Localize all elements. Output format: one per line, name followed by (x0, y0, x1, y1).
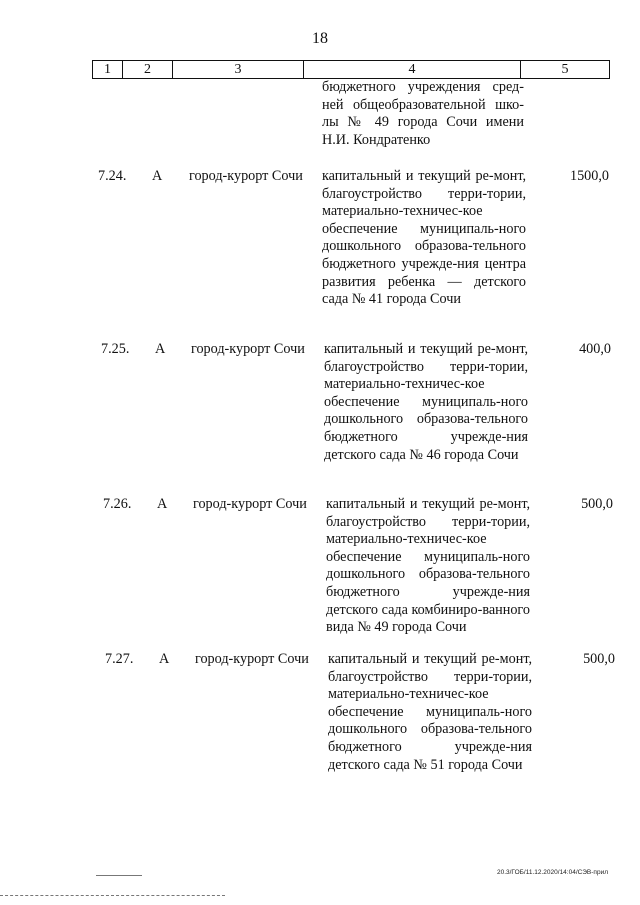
row-description: капитальный и текущий ре-монт, благоустройство терри-тории, материально-техничес-кое обеспечение муниципаль-ного дошкольного образова-тельного бюджетного учрежде-ния детского сада комбиниро-ванного вида № 49 города Сочи (326, 496, 530, 636)
column-header-4: 4 (304, 61, 521, 79)
row-number: 7.25. (101, 341, 130, 357)
row-amount: 500,0 (581, 496, 613, 512)
row-place: город-курорт Сочи (191, 341, 305, 357)
row-place: город-курорт Сочи (195, 651, 309, 667)
row-number: 7.24. (98, 168, 127, 184)
footer-divider (96, 875, 142, 876)
row-amount: 1500,0 (569, 168, 609, 184)
row-category: А (155, 341, 166, 357)
row-description: капитальный и текущий ре-монт, благоустройство терри-тории, материально-техничес-кое обеспечение муниципаль-ного дошкольного образова-тельного бюджетного учрежде-ния центра развития ребенка — детского сада № 41 города Сочи (322, 168, 526, 308)
row-category: А (157, 496, 168, 512)
row-place: город-курорт Сочи (189, 168, 303, 184)
row-category: А (152, 168, 163, 184)
column-header-2: 2 (123, 61, 173, 79)
row-place: город-курорт Сочи (193, 496, 307, 512)
row-description: капитальный и текущий ре-монт, благоустройство терри-тории, материально-техничес-кое обеспечение муниципаль-ного дошкольного образова-тельного бюджетного учрежде-ния детского сада № 46 города Сочи (324, 341, 528, 463)
continuation-description: бюджетного учреждения сред-ней общеобразовательной шко-лы № 49 города Сочи имени Н.И. Кондратенко (322, 79, 524, 148)
scan-edge-line (0, 895, 225, 896)
column-header-1: 1 (93, 61, 123, 79)
row-number: 7.26. (103, 496, 132, 512)
row-category: А (159, 651, 170, 667)
page-number: 18 (312, 30, 328, 47)
column-header-3: 3 (173, 61, 304, 79)
row-amount: 400,0 (579, 341, 611, 357)
footer-code: 20.3/ГОБ/11.12.2020/14:04/СЭВ-прил (496, 869, 608, 876)
row-amount: 500,0 (583, 651, 615, 667)
row-number: 7.27. (105, 651, 134, 667)
column-header-5: 5 (521, 61, 610, 79)
row-description: капитальный и текущий ре-монт, благоустройство терри-тории, материально-техничес-кое обеспечение муниципаль-ного дошкольного образова-тельного бюджетного учрежде-ния детского сада № 51 города Сочи (328, 651, 532, 773)
